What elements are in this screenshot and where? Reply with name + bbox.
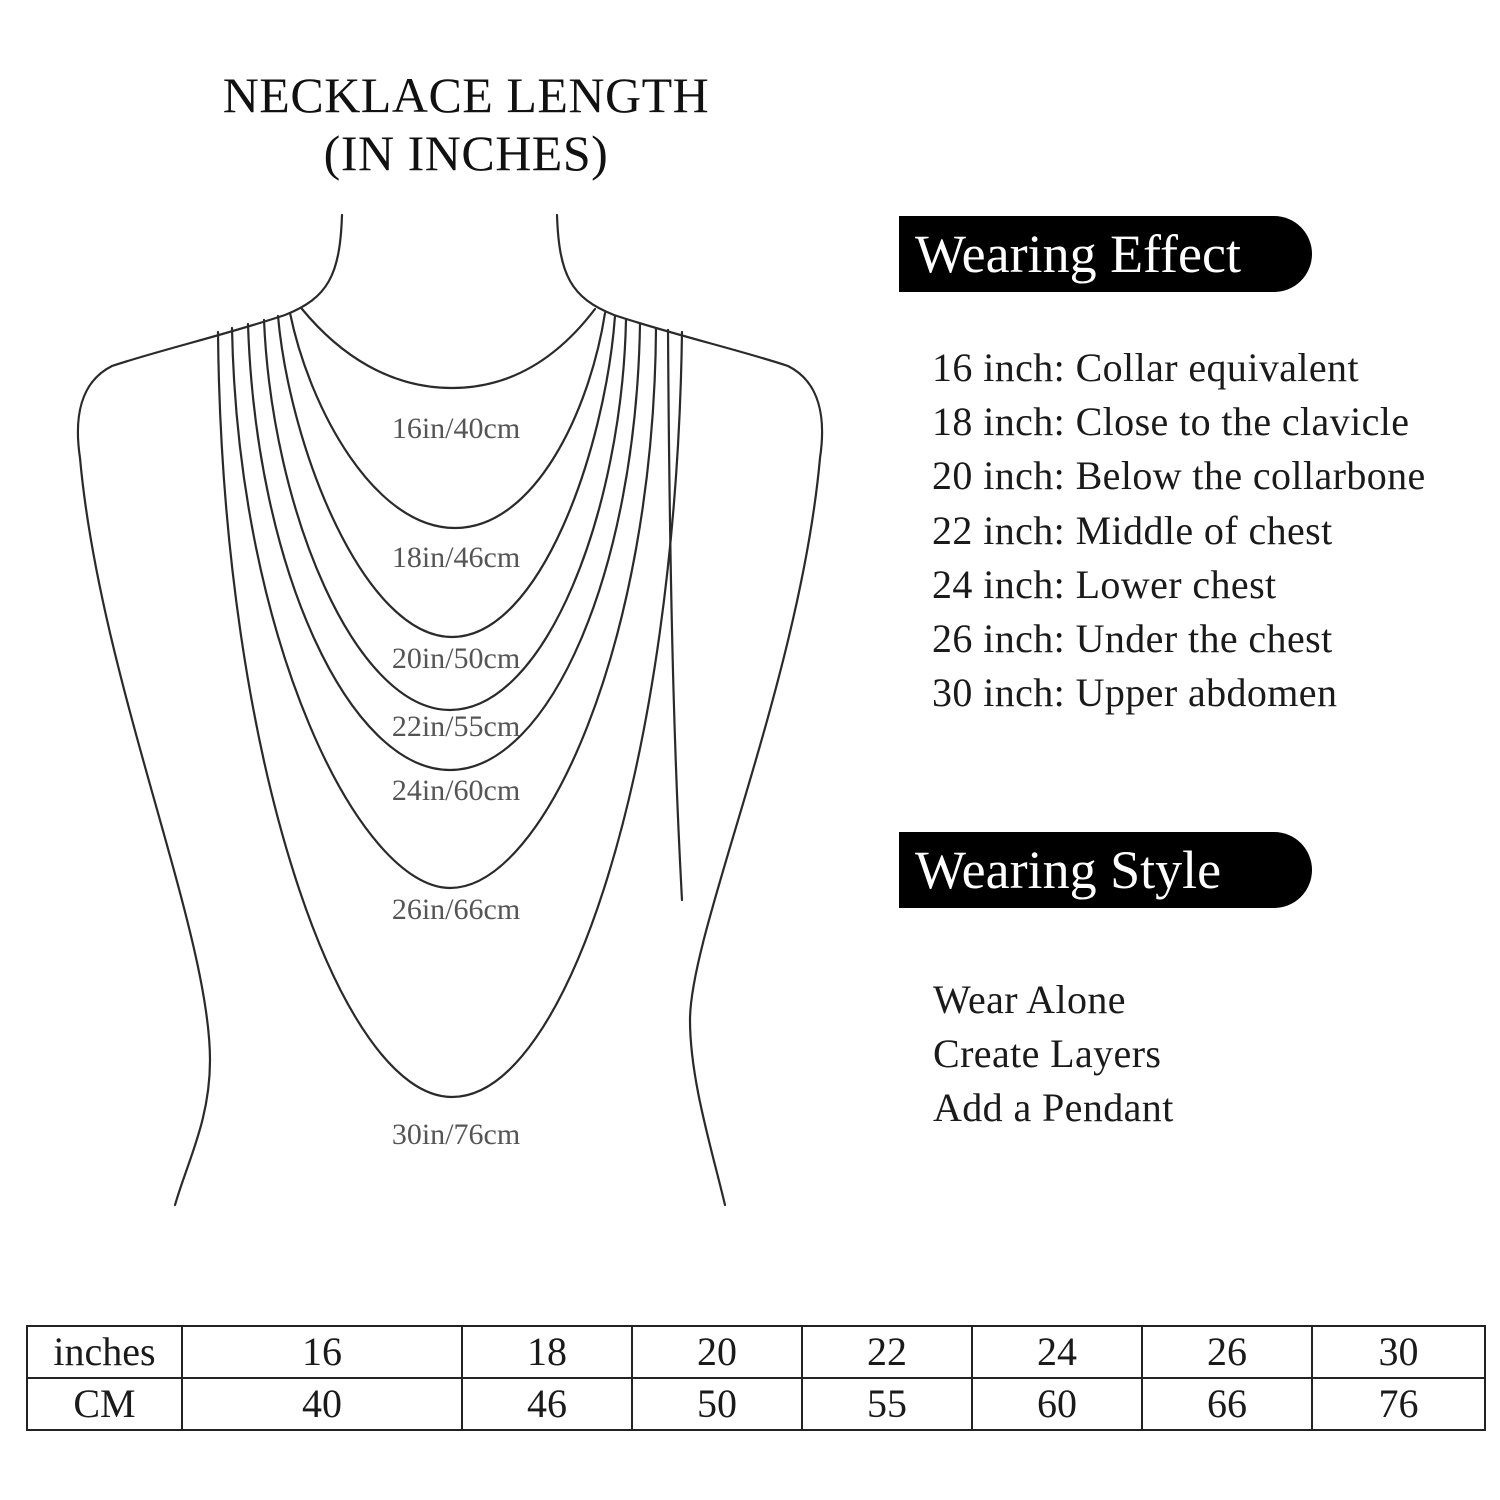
list-item: Add a Pendant bbox=[933, 1085, 1174, 1130]
necklace-20 bbox=[278, 316, 615, 637]
table-cell: 50 bbox=[632, 1378, 802, 1430]
table-cell: 24 bbox=[972, 1326, 1142, 1378]
table-cell: 26 bbox=[1142, 1326, 1312, 1378]
necklace-label-16: 16in/40cm bbox=[391, 412, 521, 445]
list-item: 16 inch: Collar equivalent bbox=[932, 345, 1359, 390]
table-cell: 60 bbox=[972, 1378, 1142, 1430]
table-cell: 76 bbox=[1312, 1378, 1485, 1430]
necklace-label-18: 18in/46cm bbox=[391, 541, 521, 574]
necklace-label-22: 22in/55cm bbox=[391, 710, 521, 743]
wearing-effect-heading: Wearing Effect bbox=[899, 216, 1312, 292]
list-item: 18 inch: Close to the clavicle bbox=[932, 399, 1410, 445]
row-header-cm: CM bbox=[27, 1378, 182, 1430]
list-item: 24 inch: Lower chest bbox=[932, 561, 1277, 607]
row-header-inches: inches bbox=[27, 1326, 182, 1378]
title-line-1: NECKLACE LENGTH bbox=[222, 67, 710, 123]
table-cell: 66 bbox=[1142, 1378, 1312, 1430]
wearing-style-heading: Wearing Style bbox=[899, 832, 1312, 908]
necklace-label-30: 30in/76cm bbox=[391, 1118, 521, 1151]
table-cell: 18 bbox=[462, 1326, 632, 1378]
title-line-2: (IN INCHES) bbox=[323, 125, 609, 181]
torso-right-outline bbox=[557, 215, 822, 1205]
necklace-label-20: 20in/50cm bbox=[391, 642, 521, 675]
table-cell: 55 bbox=[802, 1378, 972, 1430]
table-cell: 16 bbox=[182, 1326, 462, 1378]
table-row bbox=[27, 1378, 1485, 1430]
necklace-label-24: 24in/60cm bbox=[391, 774, 521, 807]
table-row bbox=[27, 1326, 1485, 1378]
list-item: 30 inch: Upper abdomen bbox=[932, 670, 1338, 716]
table-cell: 30 bbox=[1312, 1326, 1485, 1378]
wearing-style-list bbox=[933, 973, 1174, 1135]
size-table bbox=[26, 1325, 1486, 1431]
table-cell: 40 bbox=[182, 1378, 462, 1430]
table-cell: 46 bbox=[462, 1378, 632, 1430]
list-item: Create Layers bbox=[933, 1031, 1162, 1076]
list-item: Wear Alone bbox=[933, 977, 1126, 1022]
table-cell: 20 bbox=[632, 1326, 802, 1378]
wearing-effect-list bbox=[932, 341, 1426, 720]
table-cell: 22 bbox=[802, 1326, 972, 1378]
necklace-16 bbox=[302, 309, 595, 388]
list-item: 26 inch: Under the chest bbox=[932, 616, 1333, 662]
list-item: 22 inch: Middle of chest bbox=[932, 507, 1333, 553]
necklace-label-26: 26in/66cm bbox=[391, 893, 521, 926]
list-item: 20 inch: Below the collarbone bbox=[932, 453, 1426, 499]
